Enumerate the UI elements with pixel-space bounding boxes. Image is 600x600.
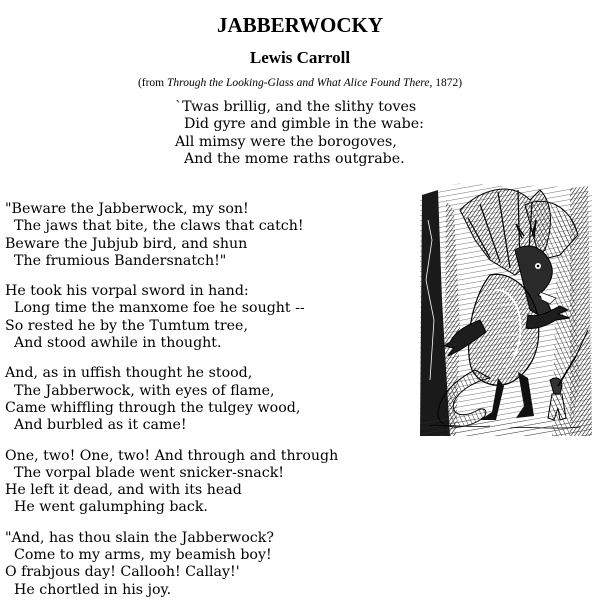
source-book-title: Through the Looking-Glass and What Alice Found There (167, 77, 430, 89)
jabberwock-illustration (420, 180, 592, 436)
poem-line: O frabjous day! Callooh! Callay!' (5, 564, 240, 581)
poem-line: And burbled as it came! (5, 417, 187, 434)
poem-line: Did gyre and gimble in the wabe: (175, 116, 424, 133)
poem-body (5, 201, 338, 600)
poem-line: He went galumphing back. (5, 499, 208, 516)
stanza-1 (175, 99, 424, 168)
source-suffix: , 1872) (429, 77, 463, 89)
poem-line: `Twas brillig, and the slithy toves (175, 99, 417, 115)
poem-line: Long time the manxome foe he sought -- (5, 300, 305, 317)
poem-line: Come to my arms, my beamish boy! (5, 547, 272, 564)
poem-source (0, 76, 600, 90)
poem-line: Came whiffling through the tulgey wood, (5, 399, 301, 416)
stanza-4 (5, 365, 338, 434)
poem-line: One, two! One, two! And through and through (5, 447, 339, 464)
poem-line: He left it dead, and with its head (5, 482, 242, 499)
poem-line: "And, has thou slain the Jabberwock? (5, 529, 274, 546)
poem-line: He chortled in his joy. (5, 581, 172, 598)
jabberwock-engraving-icon (420, 180, 592, 436)
stanza-6 (5, 530, 338, 599)
poem-line: Beware the Jubjub bird, and shun (5, 235, 248, 252)
poem-line: The Jabberwock, with eyes of flame, (5, 382, 275, 399)
poem-line: And the mome raths outgrabe. (175, 150, 405, 167)
poem-line: The frumious Bandersnatch!" (5, 252, 227, 269)
poem-line: "Beware the Jabberwock, my son! (5, 201, 249, 217)
poem-title: JABBERWOCKY (216, 13, 384, 37)
poem-line: And, as in uffish thought he stood, (5, 365, 253, 382)
poem-line: The vorpal blade went snicker-snack! (5, 464, 284, 481)
poem-line: He took his vorpal sword in hand: (5, 283, 249, 300)
poem-author: Lewis Carroll (249, 48, 351, 67)
poem-line: So rested he by the Tumtum tree, (5, 317, 248, 334)
stanza-5 (5, 448, 338, 517)
source-prefix: (from (137, 77, 167, 89)
poem-line: The jaws that bite, the claws that catch! (5, 218, 304, 235)
poem-line: And stood awhile in thought. (5, 335, 222, 352)
stanza-2 (5, 201, 338, 270)
poem-line: All mimsy were the borogoves, (175, 133, 397, 150)
stanza-3 (5, 283, 338, 352)
